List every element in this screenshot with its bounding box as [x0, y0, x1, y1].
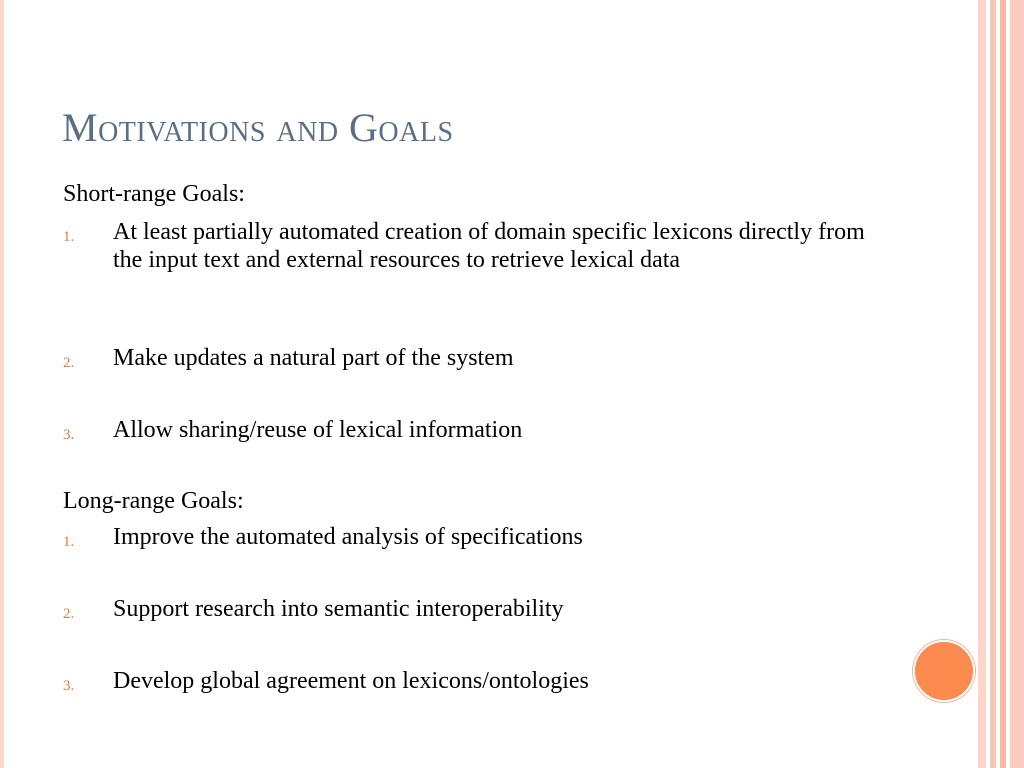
list-item: Make updates a natural part of the system [113, 345, 514, 371]
left-border-decoration [0, 0, 4, 768]
list-number: 2. [63, 355, 75, 371]
right-stripe-decoration [1010, 0, 1024, 768]
list-number: 2. [63, 606, 75, 622]
right-stripe-decoration [978, 0, 986, 768]
long-range-heading: Long-range Goals: [63, 488, 244, 514]
slide-title: Motivations and Goals [62, 105, 454, 150]
list-number: 1. [63, 534, 75, 550]
list-item: At least partially automated creation of domain specific lexicons directly from the input text and external resources to retrieve lexical data [113, 219, 865, 273]
list-number: 3. [63, 427, 75, 443]
list-item: Support research into semantic interoperability [113, 596, 564, 622]
list-item: Develop global agreement on lexicons/ontologies [113, 668, 589, 694]
orange-circle-decoration [913, 640, 975, 702]
list-item: Allow sharing/reuse of lexical information [113, 417, 523, 443]
short-range-heading: Short-range Goals: [63, 181, 245, 207]
list-number: 3. [63, 678, 75, 694]
list-item: Improve the automated analysis of specifications [113, 524, 583, 550]
list-number: 1. [63, 229, 75, 245]
